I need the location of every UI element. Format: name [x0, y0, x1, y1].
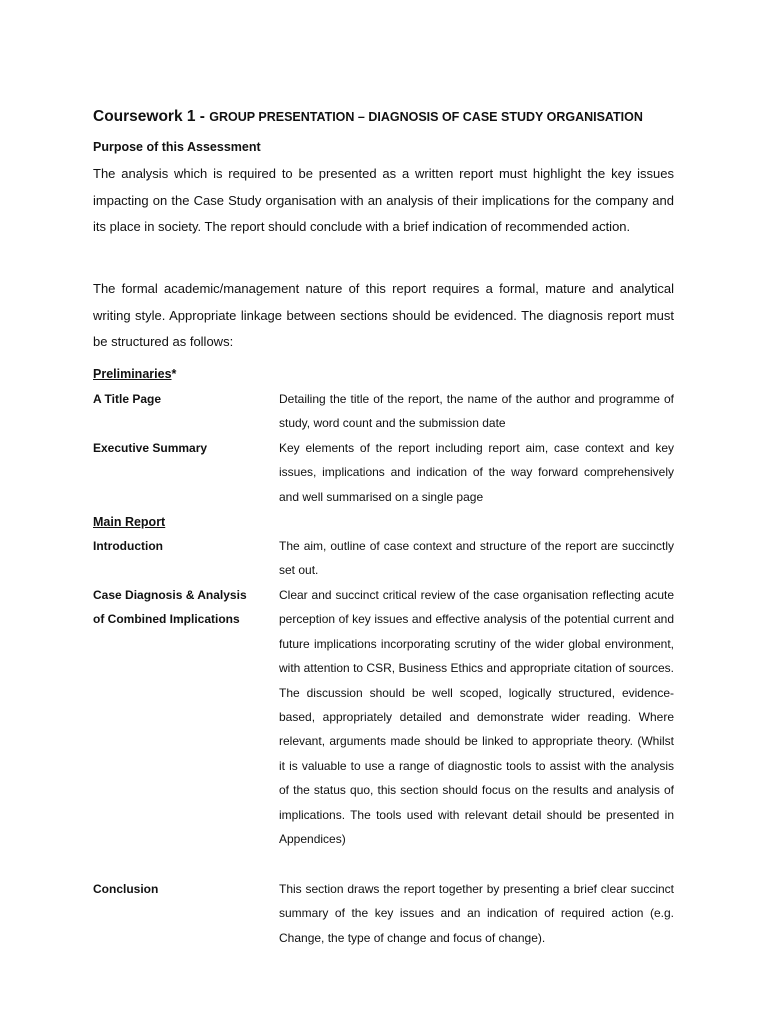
purpose-heading: Purpose of this Assessment	[93, 140, 261, 154]
introduction-row	[93, 534, 674, 583]
exec-summary-desc: Key elements of the report including report aim, case context and key issues, implications and indication of the way forward comprehensively and well summarised on a single page	[279, 441, 674, 504]
case-diagnosis-row	[93, 583, 674, 851]
purpose-paragraph: The analysis which is required to be presented as a written report must highlight the key issues impacting on the Case Study organisation with an analysis of their implications for the company and its place in society. The report should conclude with a brief indication of recommended action.	[93, 166, 674, 234]
preliminaries-asterisk: *	[171, 367, 177, 381]
preliminaries-label: Preliminaries	[93, 367, 172, 381]
exec-summary-row	[93, 436, 674, 509]
conclusion-row	[93, 877, 674, 950]
title-page-row	[93, 387, 674, 436]
main-report-label: Main Report	[93, 515, 166, 529]
title-main: Coursework 1 -	[93, 108, 210, 125]
conclusion-label: Conclusion	[93, 882, 159, 896]
main-report-heading	[93, 515, 165, 529]
title-subtitle: GROUP PRESENTATION – DIAGNOSIS OF CASE STUDY ORGANISATION	[209, 110, 643, 124]
introduction-desc: The aim, outline of case context and structure of the report are succinctly set out.	[279, 539, 674, 578]
title-page-label: A Title Page	[93, 392, 162, 406]
introduction-label: Introduction	[93, 539, 163, 553]
title-page-desc: Detailing the title of the report, the name of the author and programme of study, word count and the submission date	[279, 392, 674, 431]
case-diagnosis-label-line1: Case Diagnosis & Analysis	[93, 588, 247, 602]
format-paragraph: The formal academic/management nature of this report requires a formal, mature and analytical writing style. Appropriate linkage between sections should be evidenced. The diagnosis report must be structured as follows:	[93, 281, 674, 349]
preliminaries-heading	[93, 367, 176, 381]
conclusion-desc: This section draws the report together by presenting a brief clear succinct summary of the key issues and an indication of required action (e.g. Change, the type of change and focus of change).	[279, 882, 674, 945]
case-diagnosis-desc: Clear and succinct critical review of the case organisation reflecting acute perception of key issues and effective analysis of the potential current and future implications incorporating scrutiny of the wider global environment, with attention to CSR, Business Ethics and appropriate citation of sources. The discussion should be well scoped, logically structured, evidence-based, appropriately detailed and demonstrate wider reading. Where relevant, arguments made should be linked to appropriate theory. (Whilst it is valuable to use a range of diagnostic tools to assist with the analysis of the status quo, this section should focus on the results and analysis of implications. The tools used with relevant detail should be presented in Appendices)	[279, 588, 674, 847]
case-diagnosis-label-line2: of Combined Implications	[93, 612, 240, 627]
exec-summary-label: Executive Summary	[93, 441, 208, 455]
coursework-title	[93, 108, 643, 126]
case-diagnosis-label	[93, 583, 273, 632]
